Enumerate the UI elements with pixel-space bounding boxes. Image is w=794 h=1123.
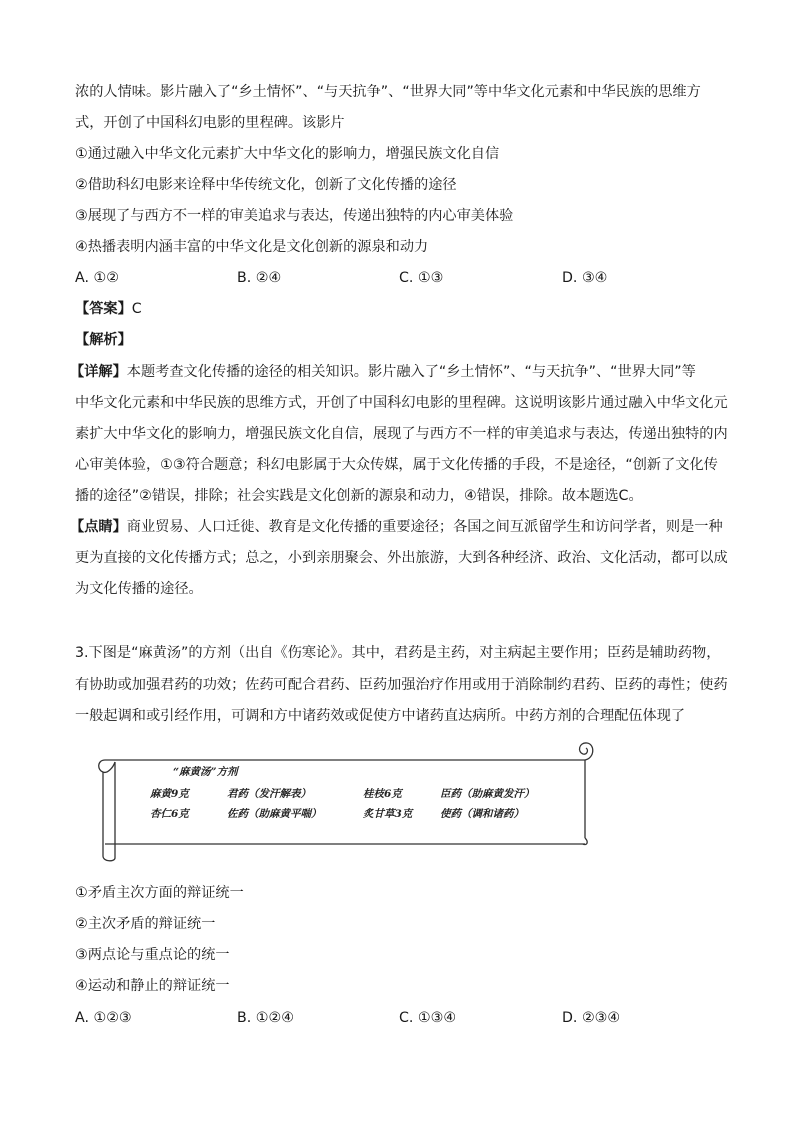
q2-option-a: A. ①②: [75, 270, 119, 286]
herb-mahuang: 麻黄9克: [150, 788, 189, 800]
detail-line-2: 中华文化元素和中华民族的思维方式，开创了中国科幻电影的里程碑。这说明该影片通过融入中华文化元: [75, 395, 728, 411]
q3-option-b: B. ①②④: [237, 1010, 294, 1026]
q2-option-d: D. ③④: [562, 270, 608, 286]
herb-xingren: 杏仁6克: [150, 808, 189, 820]
herb-gancao: 炙甘草3克: [363, 808, 413, 820]
herb-guizhi: 桂枝6克: [363, 788, 402, 800]
tip-line-2: 更为直接的文化传播方式；总之，小到亲朋聚会、外出旅游，大到各种经济、政治、文化活动，都可以成: [75, 550, 728, 566]
q2-stem-line-1: 浓的人情味。影片融入了“乡土情怀”、“与天抗争”、“世界大同”等中华文化元素和中华民族的思维方: [75, 84, 701, 100]
prescription-scroll: [95, 738, 600, 862]
q3-stem-line-2: 有协助或加强君药的功效；佐药可配合君药、臣药加强治疗作用或用于消除制约君药、臣药的毒性；使药: [75, 677, 728, 693]
tip-text-1: 商业贸易、人口迁徙、教育是文化传播的重要途径；各国之间互派留学生和访问学者，则是一种: [126, 519, 723, 535]
q2-option-c: C. ①③: [399, 270, 444, 286]
q3-statement-3: ③两点论与重点论的统一: [75, 947, 230, 963]
answer-line: [75, 299, 142, 319]
q2-statement-4: ④热播表明内涵丰富的中华文化是文化创新的源泉和动力: [75, 239, 429, 255]
q3-option-a: A. ①②③: [75, 1010, 132, 1026]
q3-statement-1: ①矛盾主次方面的辩证统一: [75, 885, 244, 901]
scroll-title: “麻黄汤”方剂: [173, 766, 238, 778]
role-zuo: 佐药（助麻黄平喘）: [227, 808, 322, 820]
q3-option-d: D. ②③④: [562, 1010, 621, 1026]
analysis-label: [75, 330, 132, 350]
q3-statement-2: ②主次矛盾的辩证统一: [75, 916, 216, 932]
detail-line-4: 心审美体验，①③符合题意；科幻电影属于大众传媒，属于文化传播的手段，不是途径，“创新了文化传: [75, 457, 718, 473]
detail-label: 【详解】: [70, 364, 127, 380]
tip-line-3: 为文化传播的途径。: [75, 581, 203, 597]
detail-line-3: 素扩大中华文化的影响力，增强民族文化自信，展现了与西方不一样的审美追求与表达，传递出独特的内: [75, 426, 728, 442]
tip-line-1: [70, 517, 723, 537]
q3-stem-line-1: 3.下图是“麻黄汤”的方剂（出自《伤寒论》。其中，君药是主药，对主病起主要作用；臣药是辅助药物，: [75, 645, 721, 661]
answer-value: C: [131, 301, 142, 317]
role-shi: 使药（调和诸药）: [440, 808, 524, 820]
q2-stem-line-2: 式，开创了中国科幻电影的里程碑。该影片: [75, 115, 345, 131]
detail-line-5: 播的途径”②错误，排除；社会实践是文化创新的源泉和动力，④错误，排除。故本题选C。: [75, 488, 643, 504]
role-jun: 君药（发汗解表）: [227, 788, 311, 800]
q2-option-b: B. ②④: [237, 270, 282, 286]
q2-statement-1: ①通过融入中华文化元素扩大中华文化的影响力，增强民族文化自信: [75, 146, 500, 162]
q3-option-c: C. ①③④: [399, 1010, 457, 1026]
detail-line-1: [70, 362, 696, 382]
analysis-heading: 【解析】: [75, 332, 132, 348]
q2-statement-3: ③展现了与西方不一样的审美追求与表达，传递出独特的内心审美体验: [75, 208, 514, 224]
q3-stem-line-3: 一般起调和或引经作用，可调和方中诸药效或促使方中诸药直达病所。中药方剂的合理配伍体现了: [75, 708, 686, 724]
q3-statement-4: ④运动和静止的辩证统一: [75, 978, 230, 994]
role-chen: 臣药（助麻黄发汗）: [440, 788, 535, 800]
detail-text-1: 本题考查文化传播的途径的相关知识。影片融入了“乡土情怀”、“与天抗争”、“世界大同”等: [126, 364, 696, 380]
answer-label: 【答案】: [75, 301, 132, 317]
q2-statement-2: ②借助科幻电影来诠释中华传统文化，创新了文化传播的途径: [75, 177, 457, 193]
tip-label: 【点睛】: [70, 519, 127, 535]
